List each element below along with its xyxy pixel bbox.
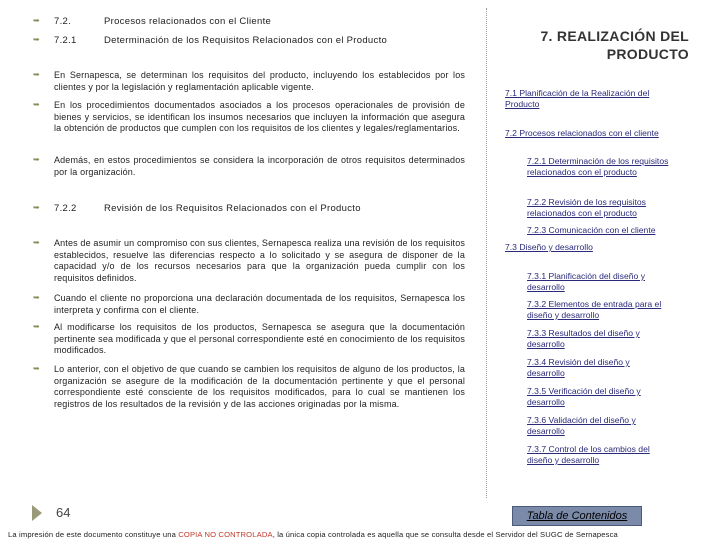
column-divider [486,8,487,498]
toc-link-7-2-3[interactable]: 7.2.3 Comunicación con el cliente [527,225,656,235]
toc-link-7-3-2[interactable]: 7.3.2 Elementos de entrada para el diseño y desarrollo [527,299,662,320]
footer-uncontrolled-copy: COPIA NO CONTROLADA [178,530,273,539]
section-number: 7.2.2 [54,203,77,214]
footer-notice [8,530,720,539]
footer-text: , la única copia controlada es aquella que se consulta desde el Servidor del SUGC de Sernapesca [272,530,618,539]
toc-link-7-3[interactable]: 7.3 Diseño y desarrollo [505,242,593,252]
toc-link-7-3-5[interactable]: 7.3.5 Verificación del diseño y desarrollo [527,386,641,407]
arrow-right-icon[interactable] [32,505,42,521]
paragraph: En Sernapesca, se determinan los requisitos del producto, incluyendo los establecidos por los clientes y por la legislación y reglamentación aplicable vigente. [54,70,465,92]
paragraph: Además, en estos procedimientos se considera la incorporación de otros requisitos determinados por la organización. [54,155,465,177]
bullet-icon: ➥ [33,70,40,79]
bullet-icon: ➥ [33,100,40,109]
toc-link-7-2[interactable]: 7.2 Procesos relacionados con el cliente [505,128,659,138]
paragraph: Antes de asumir un compromiso con sus clientes, Sernapesca realiza una revisión de los requisitos establecidos, resuelve las diferencias respecto a lo solicitado y se asegura de disponer de la capacidad y/o de los recursos necesarios para que la organización pueda cumplir con los requisitos definidos. [54,238,465,283]
section-number: 7.2.1 [54,35,77,46]
table-of-contents-button[interactable]: Tabla de Contenidos [512,506,642,526]
toc-link-7-3-4[interactable]: 7.3.4 Revisión del diseño y desarrollo [527,357,630,378]
page-number: 64 [56,505,71,520]
toc-link-7-3-7[interactable]: 7.3.7 Control de los cambios del diseño y desarrollo [527,444,650,465]
chapter-title-line: PRODUCTO [606,46,689,62]
paragraph: Cuando el cliente no proporciona una declaración documentada de los requisitos, Sernapesca los interpreta y confirma con el cliente. [54,293,465,315]
section-title: Procesos relacionados con el Cliente [104,16,272,27]
toc-link-7-3-3[interactable]: 7.3.3 Resultados del diseño y desarrollo [527,328,640,349]
section-title: Revisión de los Requisitos Relacionados con el Producto [104,203,361,214]
toc-link-7-3-1[interactable]: 7.3.1 Planificación del diseño y desarrollo [527,271,646,292]
footer-text: La impresión de este documento constituye una [8,530,179,539]
bullet-icon: ➥ [33,364,40,373]
paragraph: En los procedimientos documentados asociados a los procesos operacionales de provisión de bienes y servicios, se identifican los insumos necesarios que incluyen la información que asegura la obtención de productos que cumplen con los requisitos de los clientes y legales/reglamentarios. [54,100,465,133]
bullet-icon: ➥ [33,35,40,44]
paragraph: Lo anterior, con el objetivo de que cuando se cambien los requisitos de alguno de los productos, la organización se asegure de la modificación de la documentación pertinente y que el personal correspondiente esté consciente de los requisitos modificados, para lo cual se mantienen los registros de los resultados de la revisión y de las acciones originadas por la misma. [54,364,465,409]
bullet-icon: ➥ [33,238,40,247]
toc-link-7-1[interactable]: 7.1 Planificación de la Realización del Producto [505,88,650,109]
section-title: Determinación de los Requisitos Relacionados con el Producto [104,35,388,46]
bullet-icon: ➥ [33,203,40,212]
toc-link-7-2-2[interactable]: 7.2.2 Revisión de los requisitos relacionados con el producto [527,197,646,218]
bullet-icon: ➥ [33,322,40,331]
bullet-icon: ➥ [33,293,40,302]
bullet-icon: ➥ [33,155,40,164]
paragraph: Al modificarse los requisitos de los productos, Sernapesca se asegura que la documentación pertinente sea modificada y que el personal correspondiente esté en conocimiento de los requisitos modificados. [54,322,465,355]
bullet-icon: ➥ [33,16,40,25]
chapter-title-line: 7. REALIZACIÓN DEL [540,28,689,44]
section-number: 7.2. [54,16,72,27]
toc-link-7-3-6[interactable]: 7.3.6 Validación del diseño y desarrollo [527,415,636,436]
toc-link-7-2-1[interactable]: 7.2.1 Determinación de los requisitos relacionados con el producto [527,156,669,177]
chapter-title [489,27,689,63]
